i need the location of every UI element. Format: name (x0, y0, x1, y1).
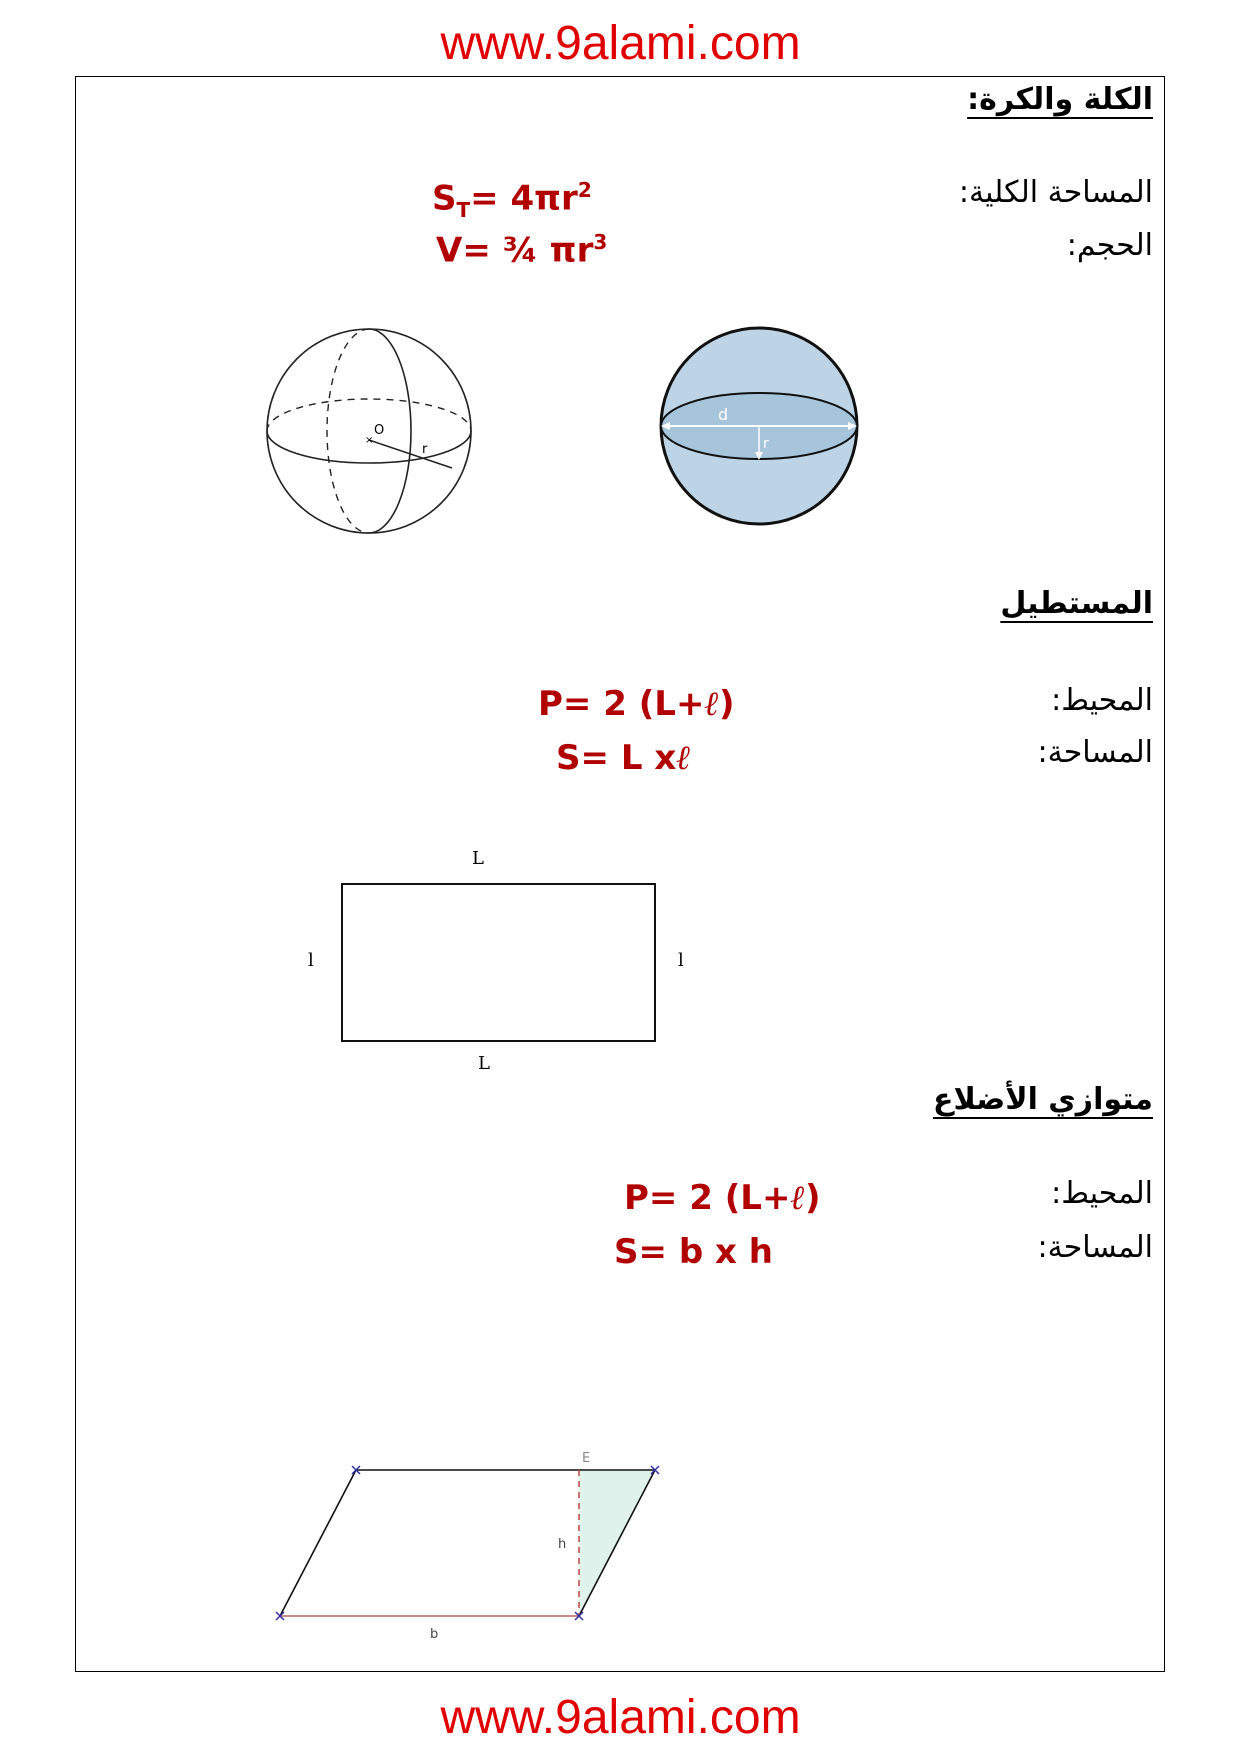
svg-text:×: × (365, 435, 374, 446)
vertex-e-label: E (582, 1451, 591, 1466)
site-footer-link[interactable]: www.9alami.com (440, 1691, 801, 1744)
sphere-area-label: المساحة الكلية: (958, 175, 1153, 210)
diameter-label: d (718, 405, 729, 424)
sphere-volume-formula: V= ¾ $\pi r^3$ (436, 230, 608, 271)
rectangle-perimeter-label: المحيط: (1051, 683, 1153, 718)
solid-sphere-figure (658, 326, 860, 526)
parallelogram-area-label: المساحة: (1037, 1230, 1153, 1265)
rectangle-figure (300, 834, 684, 1074)
rectangle-perimeter-formula: P= 2 (L+ℓ) (538, 684, 735, 724)
solid-radius-label: r (763, 436, 769, 452)
rectangle-area-label: المساحة: (1037, 735, 1153, 770)
rect-bottom-label: L (478, 1053, 490, 1074)
section-title-parallelogram: متوازي الأضلاع (932, 1082, 1153, 1117)
sphere-area-formula: $S_T= 4\pi r^2$ (432, 178, 592, 223)
section-title-rectangle: المستطيل (1000, 586, 1153, 621)
parallelogram-perimeter-formula: P= 2 (L+ℓ) (624, 1178, 821, 1218)
section-title-sphere: الكلة والكرة: (967, 82, 1153, 117)
rectangle-area-formula: S= L xℓ (556, 738, 691, 778)
base-label: b (430, 1627, 439, 1642)
parallelogram-perimeter-label: المحيط: (1051, 1176, 1153, 1211)
parallelogram-figure (270, 1450, 670, 1650)
sphere-center-label: O (374, 423, 385, 438)
wireframe-sphere-figure (262, 328, 476, 534)
site-header-link[interactable]: www.9alami.com (440, 17, 801, 70)
rect-right-label: l (678, 950, 684, 971)
sphere-radius-label: r (422, 442, 428, 457)
height-label: h (558, 1537, 567, 1552)
rect-top-label: L (472, 848, 484, 869)
sphere-volume-label: الحجم: (1066, 228, 1153, 263)
rect-left-label: l (308, 950, 314, 971)
parallelogram-area-formula: S= b x h (614, 1232, 773, 1272)
